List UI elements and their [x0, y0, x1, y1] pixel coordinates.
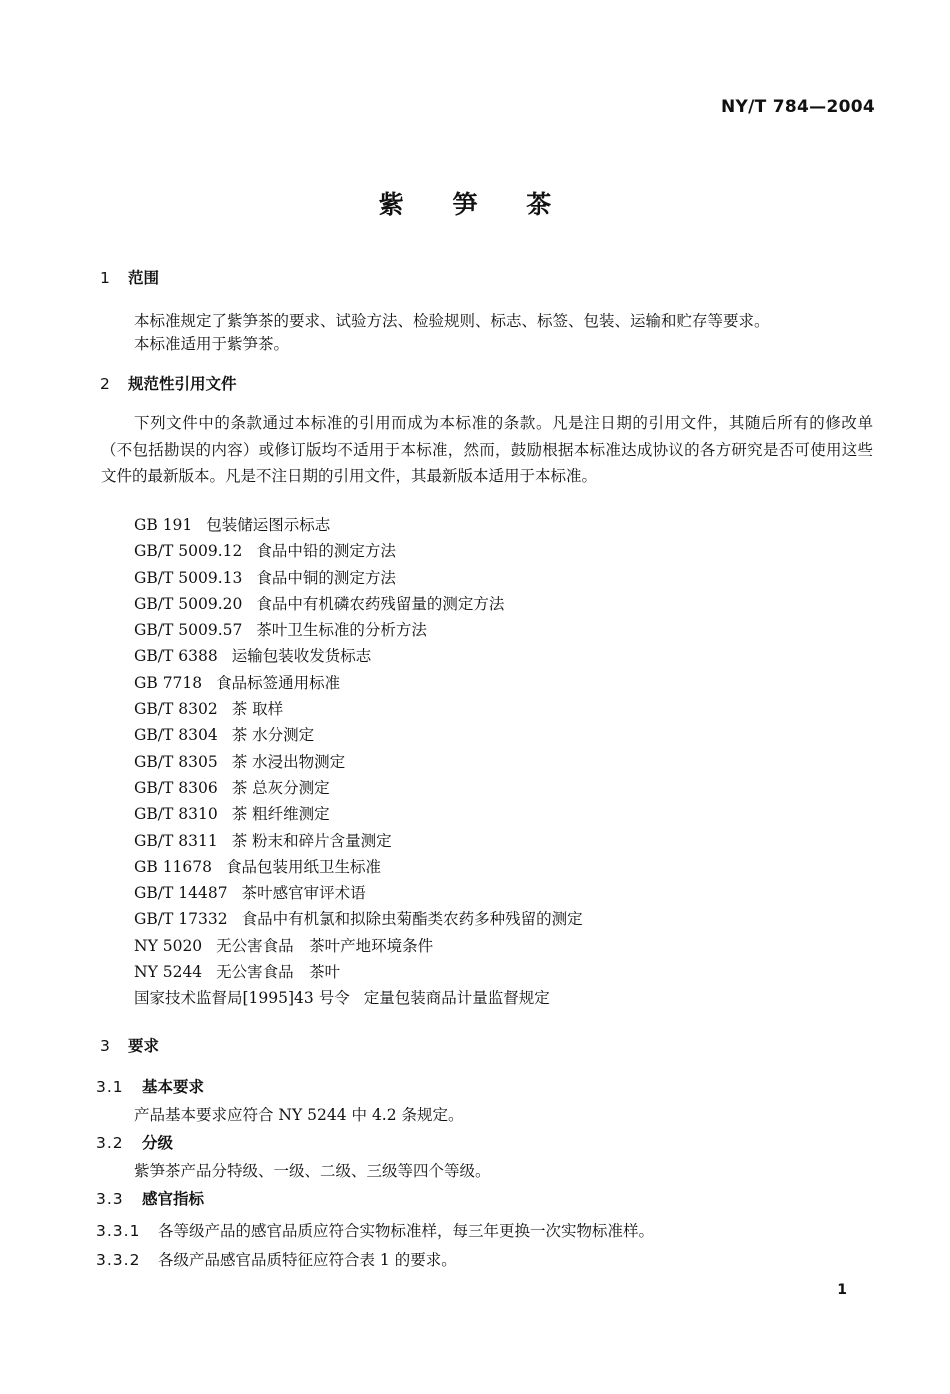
reference-item [134, 854, 583, 880]
section-2-intro: 下列文件中的条款通过本标准的引用而成为本标准的条款。凡是注日期的引用文件，其随后所有的修改单（不包括勘误的内容）或修订版均不适用于本标准，然而，鼓励根据本标准达成协议的各方研究是否可使用这些文件的最新版本。凡是不注日期的引用文件，其最新版本适用于本标准。 [101, 414, 873, 485]
reference-code: GB/T 8311 [134, 831, 218, 850]
reference-code: GB/T 8304 [134, 726, 218, 745]
reference-title: 茶 总灰分测定 [231, 778, 330, 797]
reference-code: GB 191 [134, 516, 193, 534]
reference-item [134, 828, 583, 854]
reference-title: 无公害食品 茶叶 [216, 963, 341, 982]
section-number: 3.3.1 [96, 1222, 141, 1240]
reference-code: GB/T 14487 [134, 884, 228, 903]
reference-title: 茶 水分测定 [231, 726, 315, 745]
section-number: 3.3.2 [96, 1251, 141, 1269]
section-number: 3.3 [96, 1190, 124, 1208]
reference-title: 食品中铜的测定方法 [256, 568, 396, 587]
reference-code: GB 11678 [134, 857, 213, 876]
reference-item [134, 617, 583, 643]
reference-title: 定量包装商品计量监督规定 [363, 989, 550, 1008]
reference-title: 茶 粗纤维测定 [231, 805, 330, 824]
section-title: 规范性引用文件 [128, 375, 237, 393]
reference-code: GB/T 5009.57 [134, 621, 243, 640]
reference-title: 食品中铅的测定方法 [256, 542, 396, 561]
document-title: 紫 笋 茶 [378, 190, 572, 219]
reference-code: GB/T 5009.20 [134, 594, 243, 613]
section-3-2-text: 紫笋茶产品分特级、一级、二级、三级等四个等级。 [134, 1162, 491, 1180]
reference-item [134, 801, 583, 827]
reference-title: 茶 粉末和碎片含量测定 [231, 831, 392, 850]
section-1-paragraph-1: 本标准规定了紫笋茶的要求、试验方法、检验规则、标志、标签、包装、运输和贮存等要求。 [134, 312, 770, 330]
reference-item [134, 512, 583, 538]
section-number: 3.2 [96, 1134, 124, 1152]
section-3-2-heading [96, 1131, 173, 1153]
section-3-heading [100, 1034, 159, 1056]
reference-code: GB/T 8302 [134, 700, 218, 719]
section-text: 各等级产品的感官品质应符合实物标准样，每三年更换一次实物标准样。 [158, 1222, 655, 1240]
section-2-heading [100, 372, 237, 394]
reference-item [134, 565, 583, 591]
section-title: 范围 [128, 269, 160, 287]
reference-title: 食品包装用纸卫生标准 [226, 857, 382, 876]
section-1-heading [100, 266, 159, 288]
reference-item [134, 985, 583, 1011]
section-3-1-text: 产品基本要求应符合 NY 5244 中 4.2 条规定。 [134, 1106, 464, 1124]
reference-code: NY 5244 [134, 963, 203, 982]
reference-title: 茶叶感官审评术语 [241, 884, 366, 903]
reference-item [134, 670, 583, 696]
reference-code: GB/T 5009.12 [134, 542, 243, 561]
section-3-3-1 [96, 1219, 654, 1241]
normative-reference-list [134, 512, 583, 1012]
reference-item [134, 696, 583, 722]
reference-code: GB/T 17332 [134, 910, 228, 929]
section-number: 3 [100, 1037, 110, 1055]
reference-title: 无公害食品 茶叶产地环境条件 [216, 936, 434, 955]
reference-item [134, 722, 583, 748]
section-number: 3.1 [96, 1078, 124, 1096]
reference-code: GB/T 8306 [134, 778, 218, 797]
reference-code: GB 7718 [134, 673, 203, 692]
section-3-3-heading [96, 1187, 204, 1209]
page-number: 1 [837, 1282, 847, 1298]
reference-code: 国家技术监督局[1995]43 号令 [134, 989, 350, 1008]
section-text: 各级产品感官品质特征应符合表 1 的要求。 [158, 1251, 457, 1269]
reference-code: GB/T 8305 [134, 752, 218, 771]
section-3-3-2 [96, 1248, 457, 1270]
reference-title: 包装储运图示标志 [206, 516, 331, 534]
reference-item [134, 749, 583, 775]
section-title: 基本要求 [142, 1078, 205, 1096]
reference-title: 食品中有机氯和拟除虫菊酯类农药多种残留的测定 [241, 910, 583, 929]
reference-title: 食品中有机磷农药残留量的测定方法 [256, 594, 505, 613]
section-title: 要求 [128, 1037, 160, 1055]
section-number: 2 [100, 375, 110, 393]
reference-code: GB/T 5009.13 [134, 568, 243, 587]
reference-code: GB/T 6388 [134, 647, 218, 666]
reference-item [134, 959, 583, 985]
reference-item [134, 538, 583, 564]
section-title: 感官指标 [142, 1190, 205, 1208]
reference-item [134, 591, 583, 617]
reference-title: 茶 取样 [231, 700, 284, 719]
reference-title: 食品标签通用标准 [216, 673, 341, 692]
section-number: 1 [100, 269, 110, 287]
reference-item [134, 880, 583, 906]
reference-item [134, 775, 583, 801]
reference-title: 运输包装收发货标志 [231, 647, 372, 666]
reference-code: GB/T 8310 [134, 805, 218, 824]
reference-title: 茶叶卫生标准的分析方法 [256, 621, 427, 640]
section-1-paragraph-2: 本标准适用于紫笋茶。 [134, 335, 290, 353]
reference-item [134, 643, 583, 669]
section-3-1-heading [96, 1075, 204, 1097]
reference-code: NY 5020 [134, 936, 203, 955]
section-title: 分级 [142, 1134, 174, 1152]
reference-title: 茶 水浸出物测定 [231, 752, 346, 771]
reference-item [134, 906, 583, 932]
standard-code: NY/T 784—2004 [721, 97, 875, 117]
reference-item [134, 933, 583, 959]
